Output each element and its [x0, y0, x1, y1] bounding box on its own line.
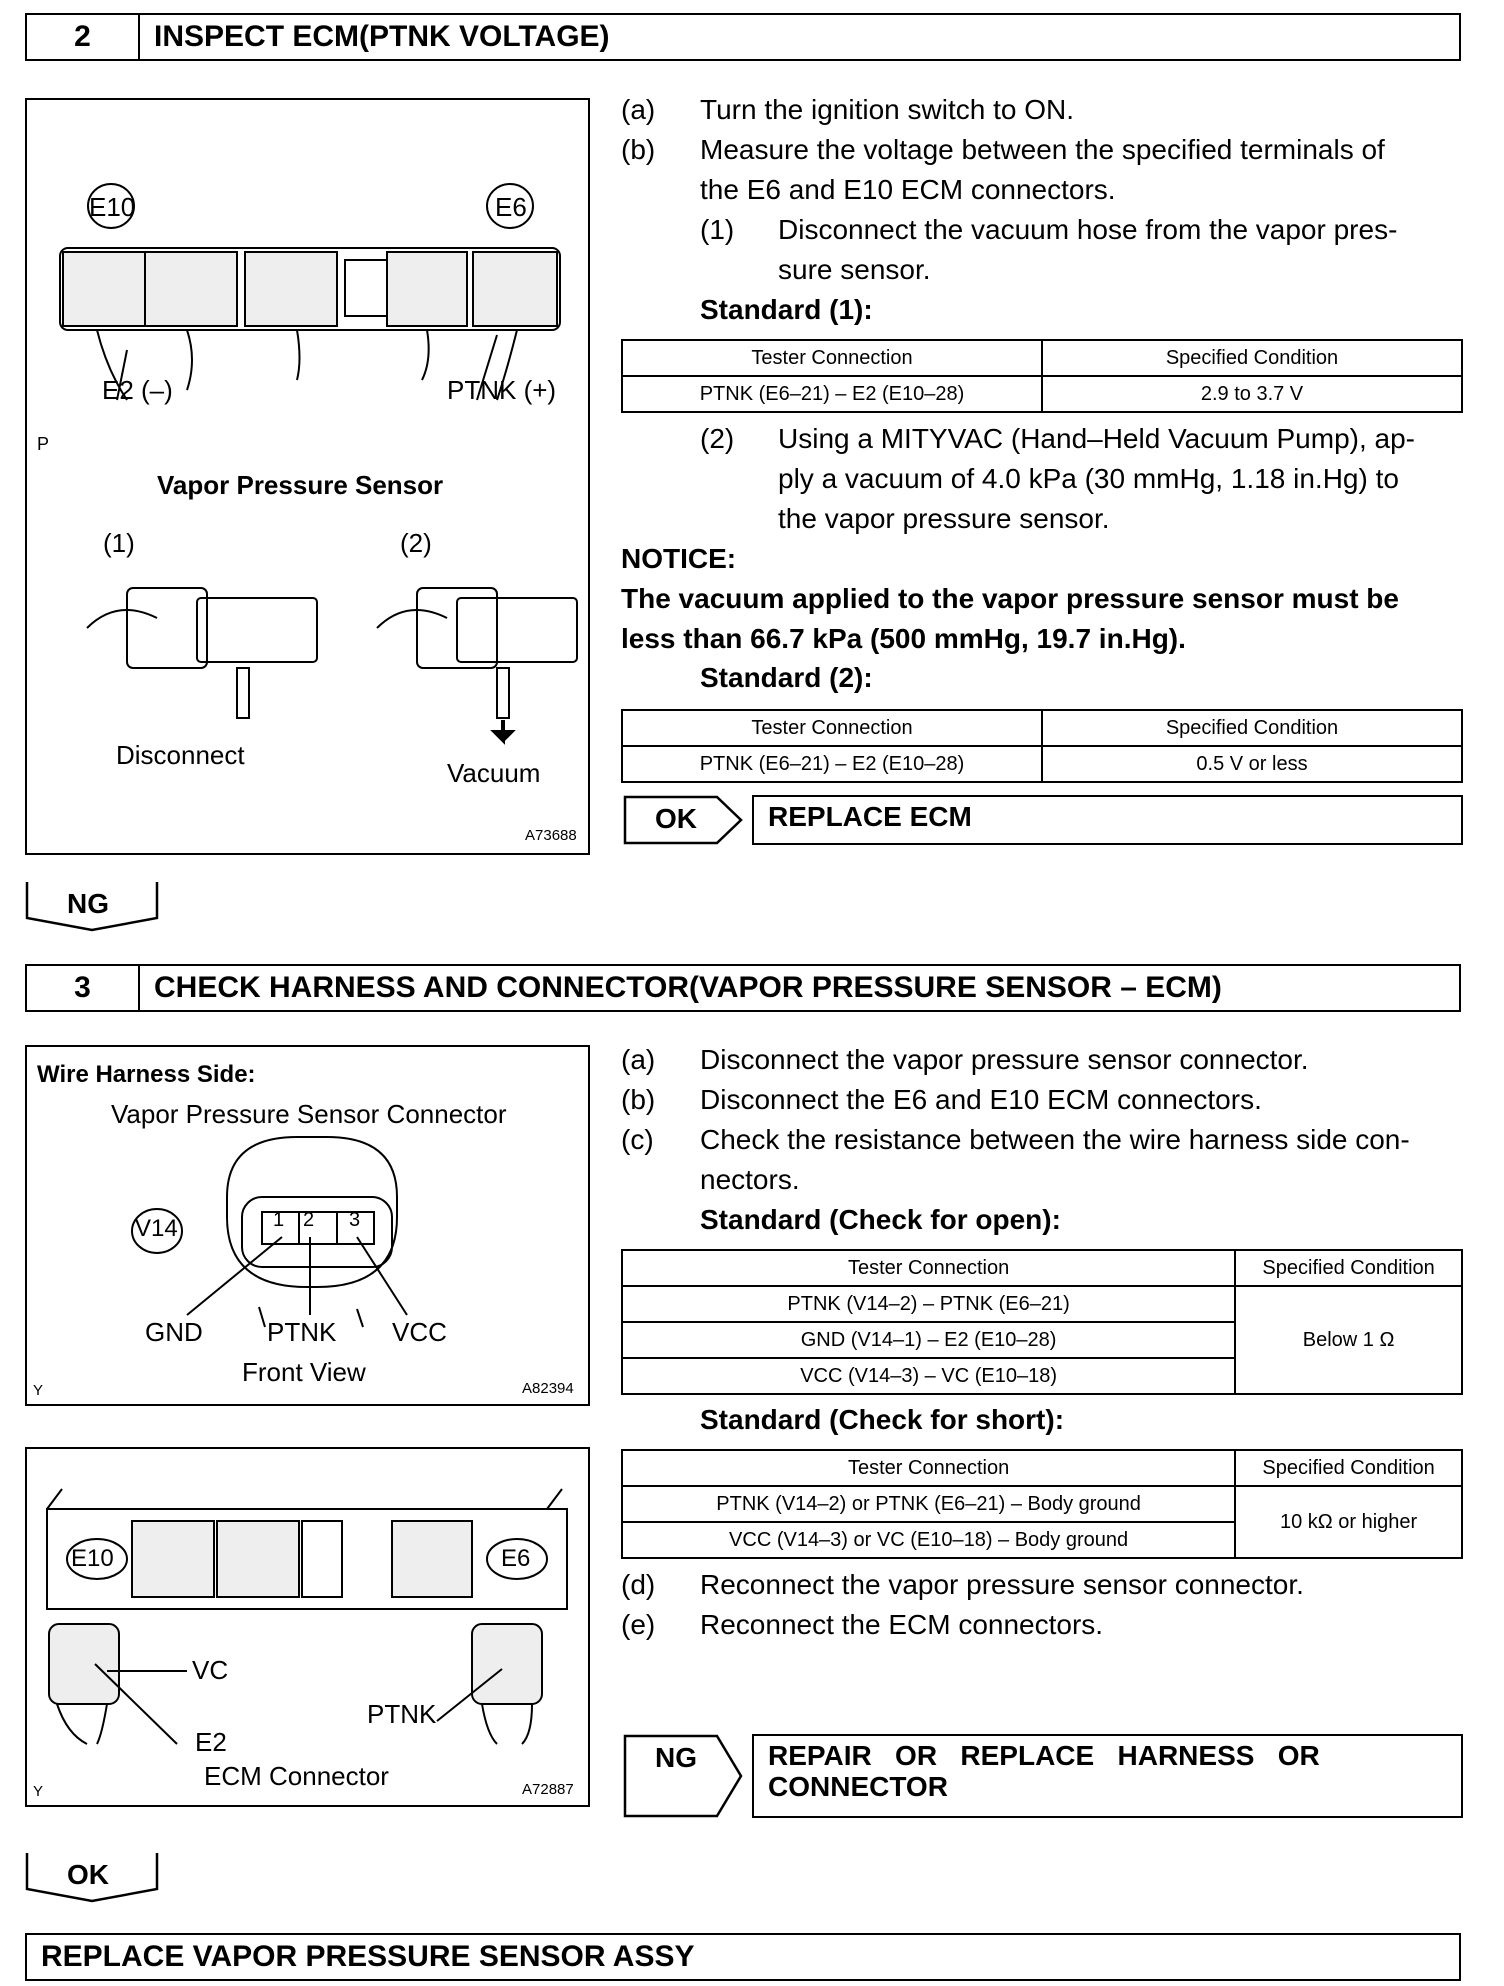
table-cell: PTNK (V14–2) or PTNK (E6–21) – Body ground [622, 1486, 1235, 1522]
result-text: REPLACE ECM [768, 801, 972, 832]
standard-heading: Standard (Check for short): [700, 1404, 1065, 1435]
ng-label: NG [655, 1742, 697, 1773]
disconnect-label: Disconnect [116, 740, 245, 770]
column-header: Tester Connection [622, 1250, 1235, 1286]
e2-label: E2 (–) [102, 375, 173, 405]
instruction-text: Check the resistance between the wire harness side con- [700, 1124, 1410, 1155]
column-header: Tester Connection [622, 340, 1042, 376]
notice-heading: NOTICE: [621, 543, 737, 574]
ok-result-arrow[interactable] [623, 795, 747, 845]
figure-marker: P [37, 434, 50, 454]
step-2-header [25, 13, 1461, 61]
pin-2-label: 2 [303, 1209, 315, 1231]
item-label: (d) [621, 1569, 656, 1600]
table-row [622, 746, 1462, 782]
ptnk-label: PTNK [267, 1317, 337, 1347]
repair-harness-box [752, 1734, 1463, 1818]
figure-code: A72887 [522, 1781, 574, 1798]
step-title: CHECK HARNESS AND CONNECTOR(VAPOR PRESSURE SENSOR – ECM) [154, 971, 1222, 1004]
ng-flow-tag[interactable] [25, 880, 159, 928]
item-label: (b) [621, 1084, 656, 1115]
instruction-text: sure sensor. [778, 254, 931, 285]
pin-3-label: 3 [349, 1209, 361, 1231]
v14-label: V14 [135, 1215, 178, 1242]
instruction-text: Turn the ignition switch to ON. [700, 94, 1075, 125]
check-short-table [621, 1449, 1463, 1559]
e6-label: E6 [495, 192, 527, 222]
table-cell: 10 kΩ or higher [1235, 1486, 1462, 1558]
column-header: Specified Condition [1042, 340, 1462, 376]
table-cell: GND (V14–1) – E2 (E10–28) [622, 1322, 1235, 1358]
ecm-connector-drawing [27, 1449, 588, 1805]
item-label: (e) [621, 1609, 656, 1640]
item-label: (1) [700, 214, 735, 245]
notice-text: less than 66.7 kPa (500 mmHg, 19.7 in.Hg). [621, 623, 1186, 654]
e2-label: E2 [195, 1727, 227, 1757]
figure-code: A82394 [522, 1380, 574, 1397]
instruction-text: Using a MITYVAC (Hand–Held Vacuum Pump), ap- [778, 423, 1415, 454]
result-text: REPAIR OR REPLACE HARNESS OR [768, 1740, 1320, 1771]
column-header: Specified Condition [1042, 710, 1462, 746]
vc-label: VC [192, 1655, 229, 1685]
wire-harness-side-label: Wire Harness Side: [37, 1061, 256, 1088]
table-row [622, 1486, 1462, 1522]
figure-marker: Y [33, 1382, 44, 1399]
e6-label: E6 [501, 1545, 531, 1572]
ng-result-arrow[interactable] [623, 1734, 747, 1818]
table-row [622, 1286, 1462, 1322]
instruction-text: nectors. [700, 1164, 800, 1195]
instruction-text: Reconnect the vapor pressure sensor connector. [700, 1569, 1304, 1600]
item-label: (c) [621, 1124, 654, 1155]
ok-label: OK [67, 1859, 109, 1890]
standard-2-table [621, 709, 1463, 783]
table-row [622, 376, 1462, 412]
final-step-box [25, 1933, 1461, 1981]
item-label: (2) [700, 423, 735, 454]
step-2-label: (2) [400, 528, 432, 558]
ptnk-label: PTNK [367, 1699, 437, 1729]
table-cell: PTNK (V14–2) – PTNK (E6–21) [622, 1286, 1235, 1322]
vacuum-label: Vacuum [447, 758, 541, 788]
table-cell: 2.9 to 3.7 V [1042, 376, 1462, 412]
table-cell: PTNK (E6–21) – E2 (E10–28) [622, 376, 1042, 412]
step-1-label: (1) [103, 528, 135, 558]
result-text: CONNECTOR [768, 1771, 948, 1802]
step-number: 2 [27, 15, 140, 59]
item-label: (a) [621, 94, 656, 125]
arrow-down-icon [495, 720, 511, 740]
instruction-text: the E6 and E10 ECM connectors. [700, 174, 1116, 205]
table-cell: VCC (V14–3) or VC (E10–18) – Body ground [622, 1522, 1235, 1558]
standard-heading: Standard (1): [700, 294, 873, 325]
notice-text: The vacuum applied to the vapor pressure sensor must be [621, 583, 1399, 614]
connector-title: Vapor Pressure Sensor Connector [111, 1099, 507, 1129]
front-view-label: Front View [242, 1357, 366, 1387]
column-header: Tester Connection [622, 1450, 1235, 1486]
ecm-connector-figure [25, 1447, 590, 1807]
instruction-text: Disconnect the vacuum hose from the vapor pres- [778, 214, 1398, 245]
instruction-text: Measure the voltage between the specified terminals of [700, 134, 1385, 165]
figure-marker: Y [33, 1783, 44, 1800]
standard-1-table [621, 339, 1463, 413]
instruction-text: the vapor pressure sensor. [778, 503, 1110, 534]
ng-label: NG [67, 888, 109, 919]
step-title: INSPECT ECM(PTNK VOLTAGE) [154, 20, 610, 53]
instruction-text: ply a vacuum of 4.0 kPa (30 mmHg, 1.18 in.Hg) to [778, 463, 1399, 494]
instruction-text: Reconnect the ECM connectors. [700, 1609, 1104, 1640]
e10-label: E10 [71, 1545, 114, 1572]
table-cell: Below 1 Ω [1235, 1286, 1462, 1394]
instruction-text: Disconnect the E6 and E10 ECM connectors. [700, 1084, 1262, 1115]
final-step-title: REPLACE VAPOR PRESSURE SENSOR ASSY [41, 1940, 695, 1973]
table-cell: 0.5 V or less [1042, 746, 1462, 782]
column-header: Specified Condition [1235, 1250, 1462, 1286]
ptnk-label: PTNK (+) [447, 375, 557, 405]
replace-ecm-box [752, 795, 1463, 845]
step-3-header [25, 964, 1461, 1012]
ecm-connector-title: ECM Connector [204, 1761, 389, 1791]
table-cell: VCC (V14–3) – VC (E10–18) [622, 1358, 1235, 1394]
figure-title: Vapor Pressure Sensor [157, 470, 444, 500]
step-number: 3 [27, 966, 140, 1010]
pin-1-label: 1 [273, 1209, 285, 1231]
table-cell: PTNK (E6–21) – E2 (E10–28) [622, 746, 1042, 782]
column-header: Specified Condition [1235, 1450, 1462, 1486]
ok-label: OK [655, 803, 697, 834]
column-header: Tester Connection [622, 710, 1042, 746]
ecm-voltage-figure [25, 98, 590, 855]
vcc-label: VCC [392, 1317, 447, 1347]
check-open-table [621, 1249, 1463, 1395]
figure-code: A73688 [525, 827, 577, 844]
e10-label: E10 [89, 192, 136, 222]
standard-heading: Standard (2): [700, 662, 873, 693]
instruction-text: Disconnect the vapor pressure sensor connector. [700, 1044, 1309, 1075]
standard-heading: Standard (Check for open): [700, 1204, 1061, 1235]
item-label: (b) [621, 134, 656, 165]
gnd-label: GND [145, 1317, 203, 1347]
ok-flow-tag[interactable] [25, 1851, 159, 1899]
sensor-connector-figure [25, 1045, 590, 1406]
item-label: (a) [621, 1044, 656, 1075]
